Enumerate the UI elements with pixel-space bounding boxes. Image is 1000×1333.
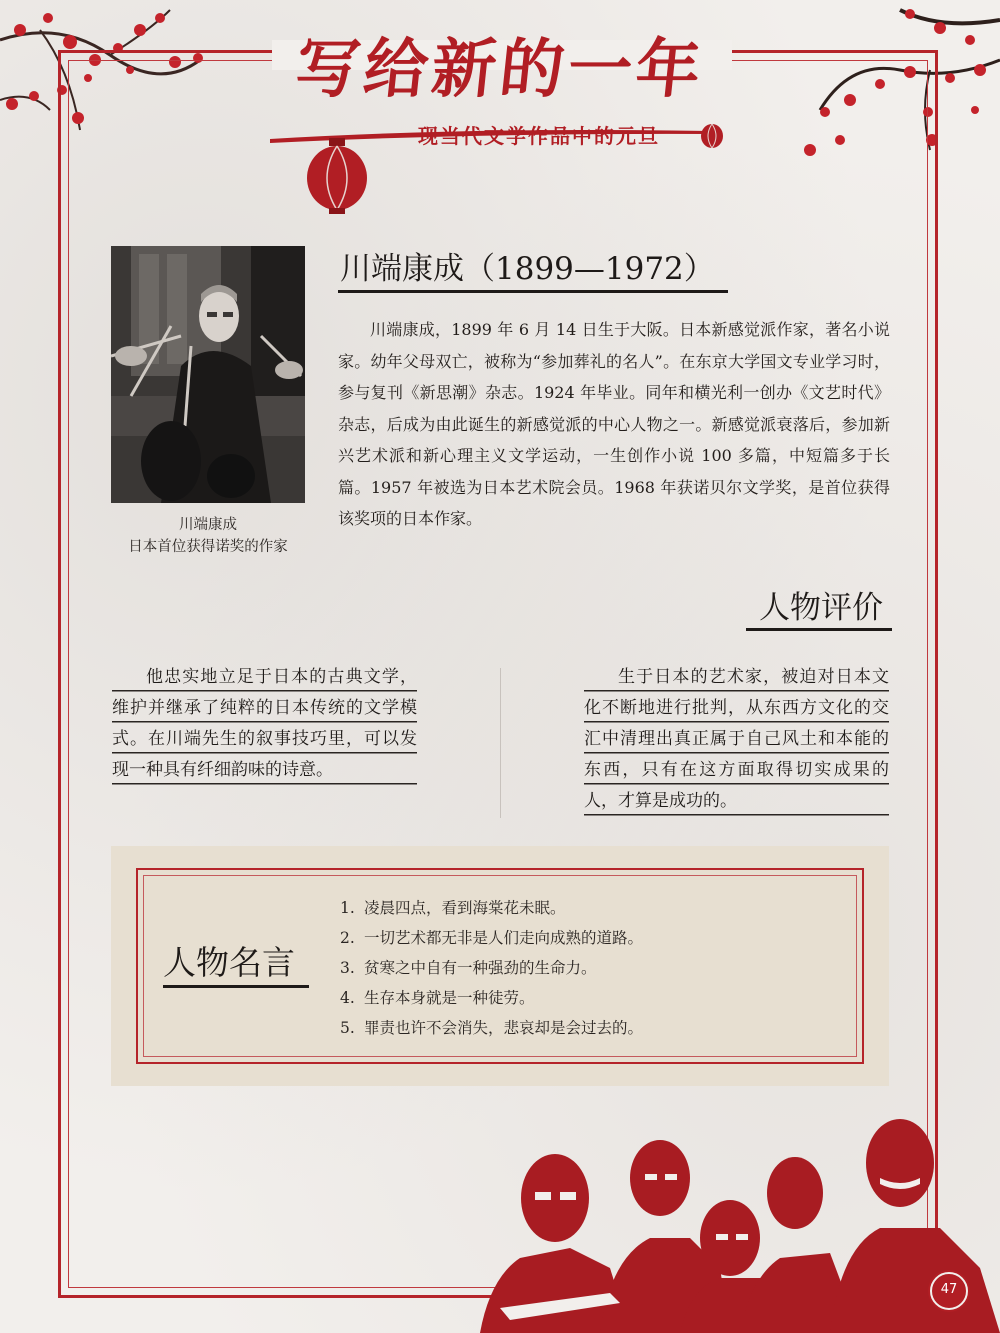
photo-caption <box>100 514 316 558</box>
evaluation-underline <box>746 628 892 631</box>
quote-number: 1. <box>340 899 355 917</box>
quote-item <box>340 893 840 923</box>
author-biography: 川端康成，1899 年 6 月 14 日生于大阪。日本新感觉派作家，著名小说家。幼年父母双亡，被称为“参加葬礼的名人”。在东京大学国文专业学习时，参与复刊《新思潮》杂志。1924 年毕业。同年和横光利一创办《文艺时代》杂志，后成为由此诞生的新感觉派的中心人物之一。新感觉派衰落后，参加新兴艺术派和新心理主义文学运动，一生创作小说 100 多篇，中短篇多于长篇。1957 年被选为日本艺术院会员。1968 年获诺贝尔文学奖，是首位获得该奖项的日本作家。 <box>338 320 890 528</box>
quote-text: 生存本身就是一种徒劳。 <box>364 989 535 1007</box>
author-name-underline <box>338 290 728 293</box>
photo-caption-description: 日本首位获得诺奖的作家 <box>128 539 288 555</box>
quote-item <box>340 953 840 983</box>
quotes-heading: 人物名言 <box>163 943 295 982</box>
quote-item <box>340 1013 840 1043</box>
evaluation-left-column <box>112 662 417 786</box>
writers-portrait-illustration <box>480 1108 1000 1333</box>
quotes-list <box>340 893 840 1043</box>
author-name-heading: 川端康成（1899—1972） <box>340 251 715 287</box>
evaluation-heading: 人物评价 <box>759 590 883 626</box>
evaluation-right-text: 生于日本的艺术家，被迫对日本文化不断地进行批判，从东西方文化的交汇中清理出真正属于自己风土和本能的东西，只有在这方面取得切实成果的人，才算是成功的。 <box>584 662 889 817</box>
column-divider <box>500 668 501 818</box>
quote-item <box>340 983 840 1013</box>
quote-number: 3. <box>340 959 355 977</box>
page-subtitle: 现当代文学作品中的元旦 <box>418 124 660 148</box>
evaluation-left-text: 他忠实地立足于日本的古典文学，维护并继承了纯粹的日本传统的文学模式。在川端先生的叙事技巧里，可以发现一种具有纤细韵味的诗意。 <box>112 662 417 786</box>
quote-text: 一切艺术都无非是人们走向成熟的道路。 <box>364 929 644 947</box>
quote-text: 贫寒之中自有一种强劲的生命力。 <box>364 959 597 977</box>
lantern-icon <box>305 138 369 218</box>
small-lantern-icon <box>700 122 724 150</box>
page-title: 写给新的一年 <box>292 32 708 107</box>
quote-item <box>340 923 840 953</box>
quote-text: 罪责也许不会消失，悲哀却是会过去的。 <box>364 1019 644 1037</box>
author-photo <box>111 246 305 503</box>
evaluation-right-column <box>584 662 889 817</box>
photo-caption-name: 川端康成 <box>179 517 237 533</box>
quote-number: 2. <box>340 929 355 947</box>
quote-number: 4. <box>340 989 355 1007</box>
quotes-heading-underline <box>163 985 309 988</box>
quote-text: 凌晨四点，看到海棠花未眠。 <box>364 899 566 917</box>
page-number: 47 <box>940 1282 958 1297</box>
quote-number: 5. <box>340 1019 355 1037</box>
